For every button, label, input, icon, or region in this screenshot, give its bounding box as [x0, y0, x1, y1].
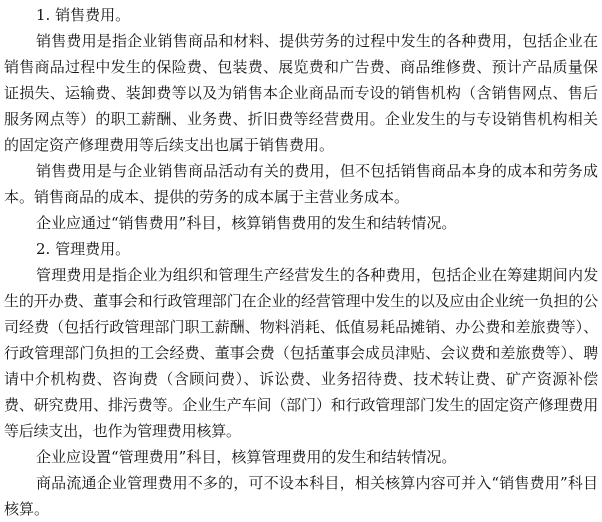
- paragraph-admin-expenses-definition: 管理费用是指企业为组织和管理生产经营发生的各种费用，包括企业在筹建期间内发生的开办费、董事会和行政管理部门在企业的经营管理中发生的以及应由企业统一负担的公司经费（包括行政管理部门职工薪酬、物料消耗、低值易耗品摊销、办公费和差旅费等）、行政管理部门负担的工会经费、董事会费（包括董事会成员津贴、会议费和差旅费等）、聘请中介机构费、咨询费（含顾问费）、诉讼费、业务招待费、技术转让费、矿产资源补偿费、研究费用、排污费等。企业生产车间（部门）和行政管理部门发生的固定资产修理费用等后续支出，也作为管理费用核算。: [4, 266, 598, 440]
- section-heading-selling-expenses: 1. 销售费用。: [36, 6, 131, 24]
- paragraph-admin-expenses-merchant-note: 商品流通企业管理费用不多的，可不设本科目，相关核算内容可并入“销售费用”科目核算。: [4, 474, 598, 518]
- document-page: [4, 2, 598, 522]
- section-heading-admin-expenses: 2. 管理费用。: [36, 240, 131, 258]
- paragraph-admin-expenses-account: 企业应设置“管理费用”科目，核算管理费用的发生和结转情况。: [36, 448, 457, 466]
- paragraph-selling-expenses-scope: 销售费用是与企业销售商品活动有关的费用，但不包括销售商品本身的成本和劳务成本。销售商品的成本、提供的劳务的成本属于主营业务成本。: [4, 162, 598, 206]
- paragraph-selling-expenses-definition: 销售费用是指企业销售商品和材料、提供劳务的过程中发生的各种费用，包括企业在销售商品过程中发生的保险费、包装费、展览费和广告费、商品维修费、预计产品质量保证损失、运输费、装卸费等以及为销售本企业商品而专设的销售机构（含销售网点、售后服务网点等）的职工薪酬、业务费、折旧费等经营费用。企业发生的与专设销售机构相关的固定资产修理费用等后续支出也属于销售费用。: [4, 32, 598, 154]
- paragraph-selling-expenses-account: 企业应通过“销售费用”科目，核算销售费用的发生和结转情况。: [36, 214, 457, 232]
